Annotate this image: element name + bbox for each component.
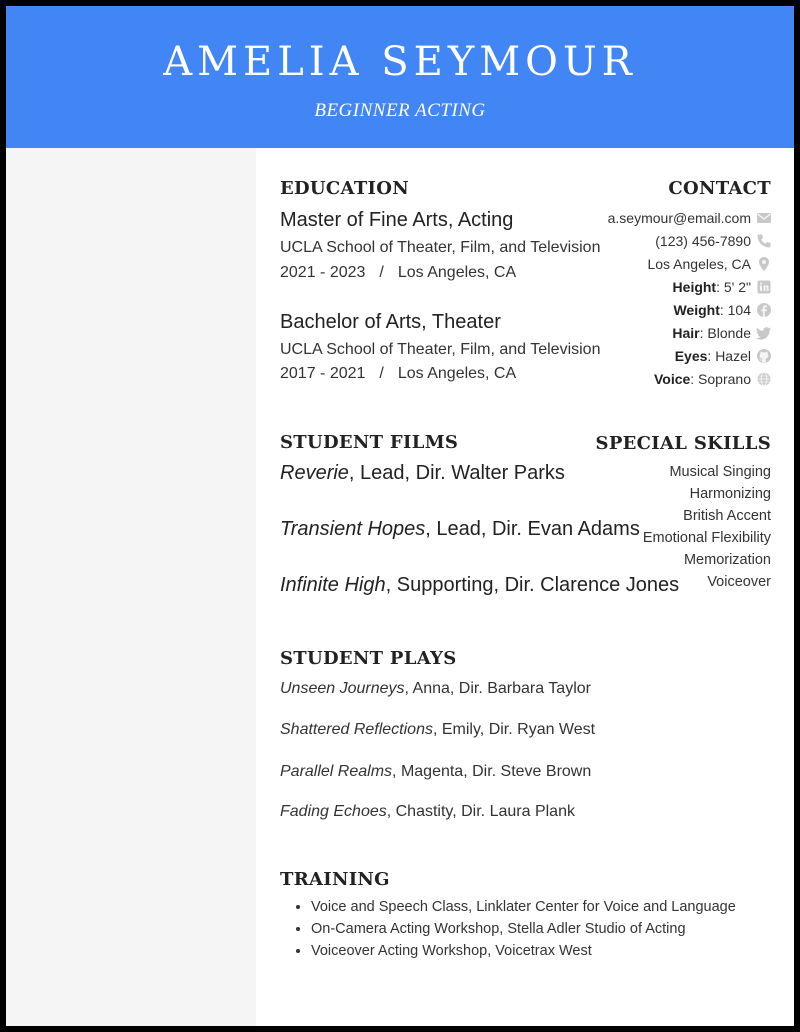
location-pin-icon — [756, 256, 772, 272]
contact-eyes — [675, 346, 772, 366]
skill-item: Musical Singing — [669, 464, 771, 480]
plays-heading: STUDENT PLAYS — [280, 648, 457, 669]
candidate-title: BEGINNER ACTING — [314, 100, 486, 121]
film-item — [280, 574, 679, 597]
resume-page — [6, 6, 794, 1026]
training-item: • On-Camera Acting Workshop, Stella Adler Studio of Acting — [311, 920, 750, 939]
linkedin-icon — [756, 279, 772, 295]
eyes-label: Eyes — [674, 348, 708, 364]
contact-location — [647, 254, 772, 274]
film-details: , Lead, Dir. Walter Parks — [348, 462, 565, 484]
play-details: , Anna, Dir. Barbara Taylor — [404, 680, 591, 697]
play-item — [280, 763, 591, 781]
contact-weight — [673, 300, 772, 320]
training-item: • Voiceover Acting Workshop, Voicetrax West — [311, 942, 750, 961]
contact-email — [608, 208, 772, 228]
education-school: UCLA School of Theater, Film, and Television — [280, 239, 601, 256]
films-heading: STUDENT FILMS — [280, 432, 459, 453]
training-heading: TRAINING — [280, 869, 390, 890]
education-separator: / — [379, 264, 384, 281]
globe-icon — [756, 371, 772, 387]
education-heading: EDUCATION — [280, 178, 409, 199]
contact-height — [673, 277, 772, 297]
eyes-value: : Hazel — [707, 348, 751, 364]
play-details: , Emily, Dir. Ryan West — [432, 721, 596, 738]
contact-voice — [654, 369, 772, 389]
voice-value: : Soprano — [690, 371, 751, 387]
skill-item: British Accent — [683, 508, 771, 524]
play-item — [280, 721, 595, 739]
play-details: , Magenta, Dir. Steve Brown — [392, 763, 592, 780]
play-title: Parallel Realms — [280, 763, 393, 780]
contact-heading: CONTACT — [668, 178, 771, 199]
education-meta — [280, 264, 516, 282]
height-label: Height — [672, 279, 717, 295]
height-value: : 5' 2" — [716, 279, 751, 295]
play-details: , Chastity, Dir. Laura Plank — [386, 803, 575, 820]
film-title: Infinite High — [280, 574, 386, 596]
film-item — [280, 518, 640, 541]
candidate-name: AMELIA SEYMOUR — [163, 39, 637, 85]
email-text: a.seymour@email.com — [607, 210, 751, 226]
education-years: 2017 - 2021 — [280, 365, 366, 382]
envelope-icon — [756, 210, 772, 226]
film-item — [280, 462, 565, 485]
location-text: Los Angeles, CA — [647, 256, 751, 272]
education-meta — [280, 365, 516, 383]
film-title: Reverie — [280, 462, 349, 484]
skill-item: Harmonizing — [689, 486, 771, 502]
contact-hair — [672, 323, 772, 343]
play-item — [280, 680, 591, 698]
education-degree: Bachelor of Arts, Theater — [280, 311, 501, 333]
skill-item: Emotional Flexibility — [642, 530, 771, 546]
weight-value: : 104 — [719, 302, 751, 318]
hair-value: : Blonde — [699, 325, 751, 341]
hair-label: Hair — [672, 325, 700, 341]
education-years: 2021 - 2023 — [280, 264, 366, 281]
twitter-icon — [756, 325, 772, 341]
weight-label: Weight — [673, 302, 720, 318]
education-degree: Master of Fine Arts, Acting — [280, 209, 514, 231]
play-item — [280, 803, 575, 821]
contact-phone — [655, 231, 772, 251]
facebook-icon — [756, 302, 772, 318]
skill-item: Voiceover — [707, 574, 771, 590]
education-separator: / — [379, 365, 384, 382]
play-title: Shattered Reflections — [280, 721, 433, 738]
skill-item: Memorization — [683, 552, 771, 568]
github-icon — [756, 348, 772, 364]
resume-header — [6, 6, 794, 148]
play-title: Fading Echoes — [280, 803, 387, 820]
phone-icon — [756, 233, 772, 249]
film-details: , Lead, Dir. Evan Adams — [425, 518, 640, 540]
training-list — [280, 898, 750, 964]
skills-heading: SPECIAL SKILLS — [595, 433, 771, 454]
play-title: Unseen Journeys — [280, 680, 405, 697]
education-school: UCLA School of Theater, Film, and Television — [280, 341, 601, 358]
film-title: Transient Hopes — [280, 518, 426, 540]
education-location: Los Angeles, CA — [397, 365, 517, 382]
sidebar — [6, 148, 256, 1026]
film-details: , Supporting, Dir. Clarence Jones — [385, 574, 680, 596]
training-item: • Voice and Speech Class, Linklater Center for Voice and Language — [311, 898, 750, 917]
education-location: Los Angeles, CA — [397, 264, 517, 281]
voice-label: Voice — [653, 371, 691, 387]
phone-text: (123) 456-7890 — [655, 233, 751, 249]
